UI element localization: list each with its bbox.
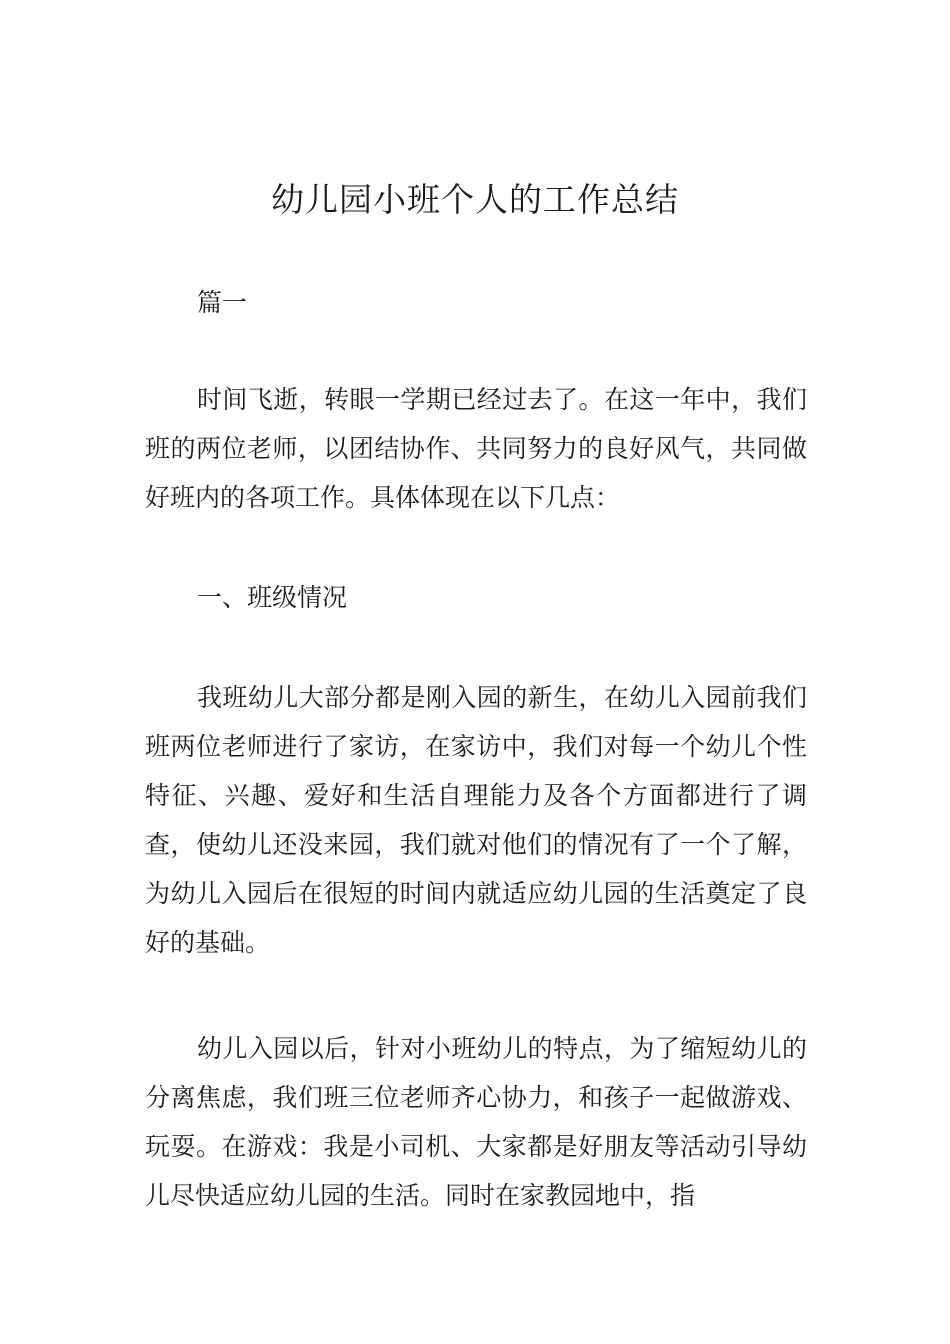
section-heading-class-situation: 一、班级情况 [197, 583, 348, 612]
body-paragraph-3: 幼儿入园以后，针对小班幼儿的特点，为了缩短幼儿的分离焦虑，我们班三位老师齐心协力，和孩子一起做游戏、玩耍。在游戏：我是小司机、大家都是好朋友等活动引导幼儿尽快适应幼儿园的生活。同时在家教园地中，指 [145, 1034, 807, 1210]
document-title: 幼儿园小班个人的工作总结 [271, 180, 679, 219]
body-paragraph-2: 我班幼儿大部分都是刚入园的新生，在幼儿入园前我们班两位老师进行了家访，在家访中，我们对每一个幼儿个性特征、兴趣、爱好和生活自理能力及各个方面都进行了调查，使幼儿还没来园，我们就对他们的情况有了一个了解，为幼儿入园后在很短的时间内就适应幼儿园的生活奠定了良好的基础。 [145, 683, 807, 957]
intro-paragraph: 时间飞逝，转眼一学期已经过去了。在这一年中，我们班的两位老师，以团结协作、共同努力的良好风气，共同做好班内的各项工作。具体体现在以下几点： [145, 385, 807, 512]
section-label: 篇一 [197, 288, 248, 317]
